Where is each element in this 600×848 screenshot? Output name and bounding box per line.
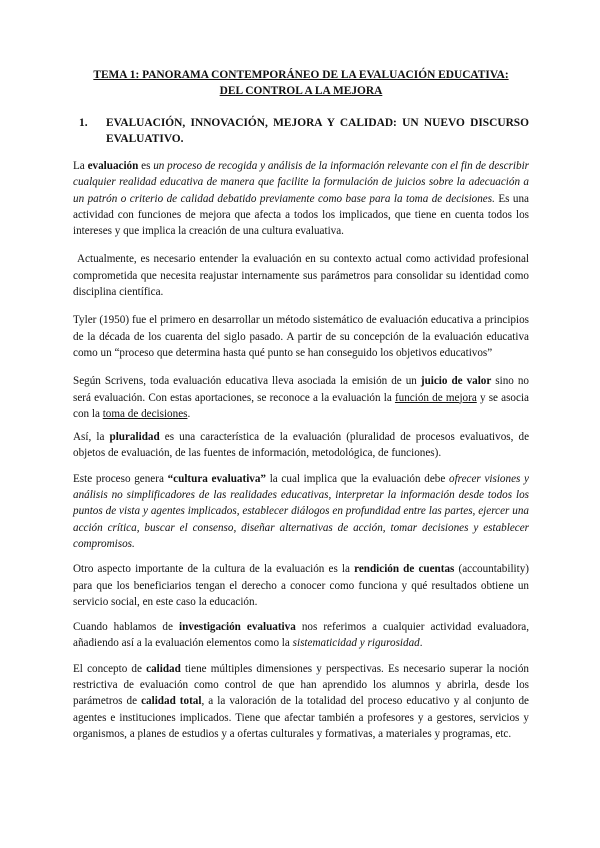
paragraph-rendicion-de-cuentas	[73, 561, 529, 610]
bold-term-calidad: calidad	[146, 662, 181, 675]
underlined-funcion-de-mejora: función de mejora	[394, 391, 477, 404]
text-run: Tyler (1950) fue el primero en desarrollar un método sistemático de evaluación educativa a principios de la década de los cuarenta del siglo pasado. A partir de su concepción de la evaluación educativa como un “proceso que determina hasta qué punto se han conseguido los objetivos educativos”	[73, 314, 529, 359]
text-run: Cuando hablamos de	[73, 621, 179, 634]
italic-definition: un proceso de recogida y análisis de la información relevante con el fin de describir cualquier realidad educativa de manera que facilite la formulación de juicios sobre la adecuación a un patrón o criterio de calidad debatido previamente como base para la toma de decisiones.	[73, 160, 530, 205]
text-run: (accountability) para que los beneficiarios tengan el derecho a conocer como funciona y qué resultados obtiene un servicio social, en este caso la educación.	[73, 563, 530, 608]
paragraph-cultura-evaluativa	[73, 471, 529, 552]
bold-term-cultura-evaluativa: “cultura evaluativa”	[167, 472, 266, 485]
text-run: Actualmente, es necesario entender la evaluación en su contexto actual como actividad profesional comprometida que necesita reajustar internamente sus parámetros para consolidar su identidad como disciplina científica.	[73, 253, 529, 299]
section-number: 1.	[79, 117, 88, 129]
paragraph-scrivens	[73, 373, 529, 422]
paragraph-calidad	[73, 661, 529, 742]
text-run: y se asocia con la	[73, 391, 529, 420]
paragraph-actualmente	[73, 251, 529, 300]
text-run: Según Scrivens, toda evaluación educativa lleva asociada la emisión de un	[73, 375, 421, 388]
text-run: nos referimos a cualquier actividad evaluadora, añadiendo así a la evaluación elementos como la	[73, 621, 530, 650]
bold-term-juicio-de-valor: juicio de valor	[420, 375, 492, 388]
paragraph-tyler	[73, 312, 529, 361]
text-run: El concepto de	[73, 662, 147, 675]
paragraph-evaluacion-definition	[73, 158, 529, 239]
section-heading	[73, 116, 529, 147]
text-run: es una característica de la evaluación (pluralidad de procesos evaluativos, de objetos de evaluación, de las fuentes de información, metodológica, de funciones).	[73, 431, 530, 460]
bold-term-rendicion-de-cuentas: rendición de cuentas	[354, 563, 455, 576]
bold-term-evaluacion: evaluación	[87, 160, 139, 172]
text-run: sino no será evaluación. Con estas aportaciones, se reconoce a la evaluación la	[73, 375, 529, 404]
text-run: .	[187, 407, 191, 420]
bold-term-investigacion-evaluativa: investigación evaluativa	[178, 621, 296, 634]
title-line-1: TEMA 1: PANORAMA CONTEMPORÁNEO DE LA EVALUACIÓN EDUCATIVA:	[93, 69, 509, 81]
title-line-2: DEL CONTROL A LA MEJORA	[219, 84, 383, 97]
text-run: la cual implica que la evaluación debe	[266, 472, 449, 485]
paragraph-pluralidad	[73, 429, 529, 462]
section-title: EVALUACIÓN, INNOVACIÓN, MEJORA Y CALIDAD: UN NUEVO DISCURSO EVALUATIVO.	[106, 117, 529, 145]
text-run: es	[138, 160, 154, 172]
italic-sistematicidad: sistematicidad y rigurosidad	[292, 637, 420, 650]
text-run: Así, la	[73, 431, 110, 444]
bold-term-pluralidad: pluralidad	[109, 431, 160, 444]
document-title	[73, 68, 529, 99]
italic-cultura-description: ofrecer visiones y análisis no simplificadores de las realidades educativas, interpretar la información desde todos los puntos de vista y agentes implicados, establecer diálogos en profundidad entre las partes, ejercer una acción crítica, buscar el consenso, diseñar alternativas de acción, tomar decisiones y establecer compromisos.	[73, 472, 529, 550]
bold-term-calidad-total: calidad total	[141, 695, 202, 708]
text-run: Este proceso genera	[73, 472, 168, 485]
text-run: Es una actividad con funciones de mejora que afecta a todos los implicados, que tiene en cuenta todos los intereses y que implica la creación de una cultura evaluativa.	[73, 192, 530, 238]
text-run: La	[73, 160, 88, 172]
paragraph-investigacion-evaluativa	[73, 619, 529, 652]
text-run: tiene múltiples dimensiones y perspectivas. Es necesario superar la noción restrictiva de evaluación como control de que han aprendido los alumnos y abrirla, desde los parámetros de	[73, 662, 530, 708]
text-run: .	[419, 637, 423, 650]
underlined-toma-de-decisiones: toma de decisiones	[102, 407, 188, 420]
text-run: , a la valoración de la totalidad del proceso educativo y al conjunto de agentes e instituciones implicados. Tiene que afectar también a profesores y a gestores, servicios y organismos, a planes de estudios y a ofertas culturales y formativas, a materiales y programas, etc.	[73, 695, 529, 740]
text-run: Otro aspecto importante de la cultura de la evaluación es la	[73, 563, 355, 576]
